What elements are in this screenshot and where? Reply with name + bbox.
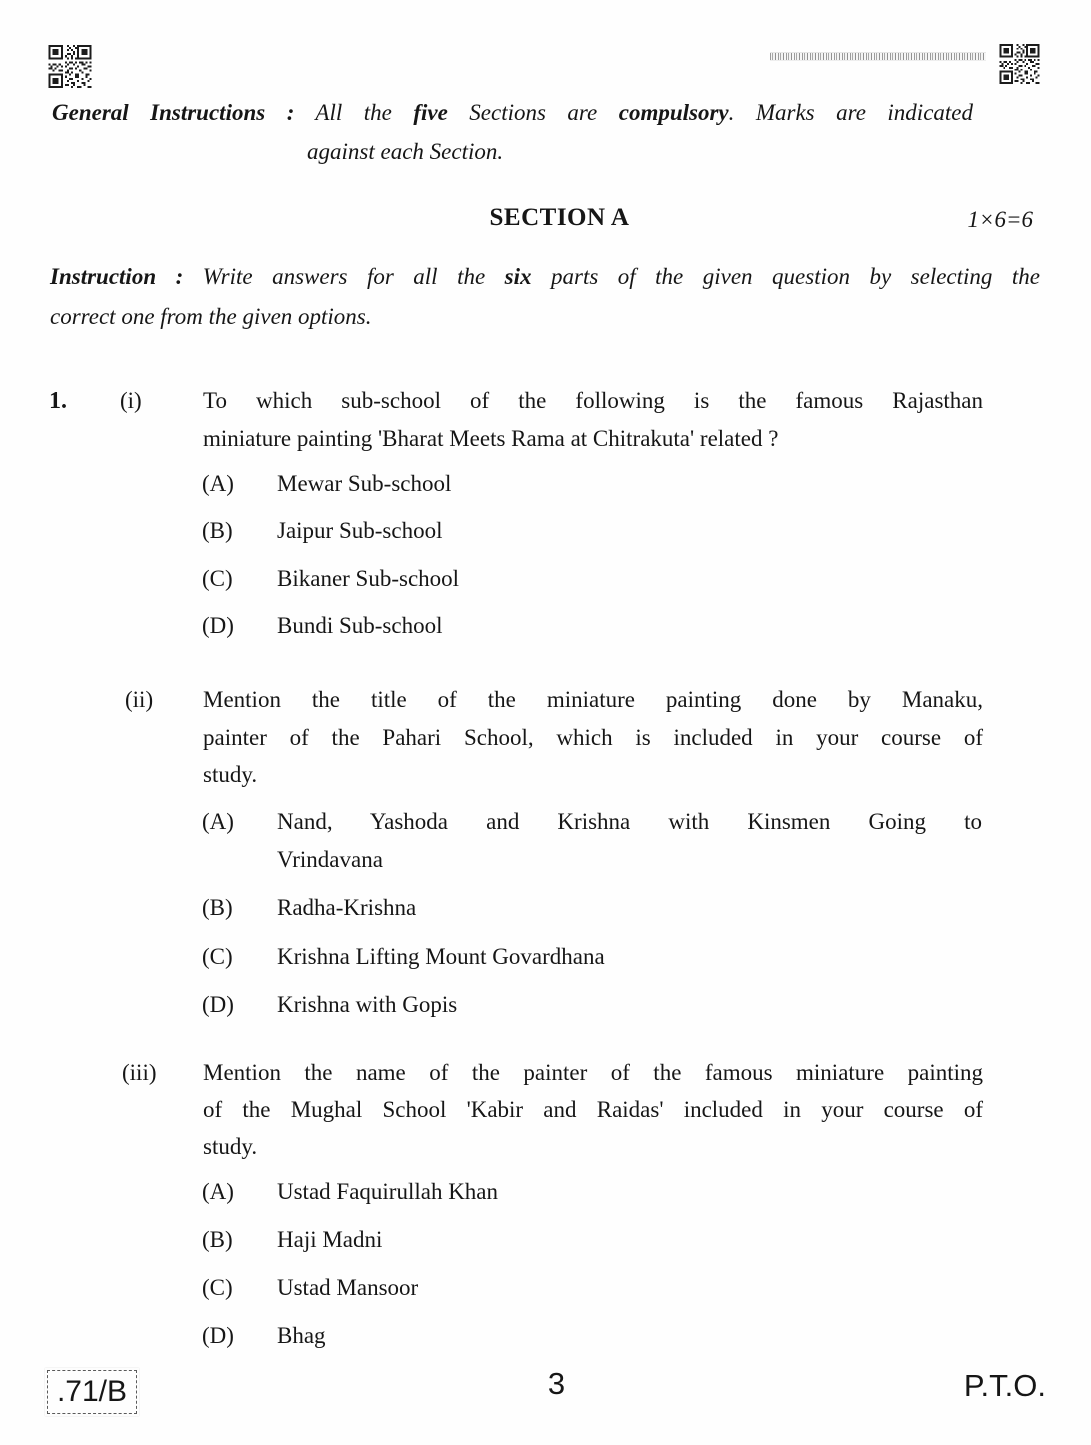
option-letter: (C): [202, 566, 233, 591]
option-text: Bikaner Sub-school: [277, 566, 460, 591]
general-instructions-bold1: five: [413, 100, 448, 125]
general-instructions-line2: against each Section.: [307, 139, 504, 164]
general-instructions-seg1: All the: [294, 100, 414, 125]
qr-code-icon-left: [48, 45, 92, 88]
option-text: Ustad Mansoor: [277, 1275, 419, 1300]
option-letter: (A): [202, 1179, 234, 1204]
option-letter: (C): [202, 1275, 233, 1300]
part-label-ii: (ii): [125, 687, 154, 712]
option-letter: (B): [202, 518, 233, 543]
option-letter: (D): [202, 992, 234, 1017]
pto-label: P.T.O.: [963, 1368, 1046, 1403]
part-label-i: (i): [120, 388, 142, 413]
option-text: Krishna with Gopis: [277, 992, 458, 1017]
question-line: of the Mughal School 'Kabir and Raidas' included in your course of: [203, 1097, 983, 1122]
question-number: 1.: [49, 388, 67, 414]
general-instructions-seg3: . Marks are indicated: [728, 100, 973, 125]
option-text: Krishna Lifting Mount Govardhana: [277, 944, 605, 969]
general-instructions-seg2: Sections are: [447, 100, 619, 125]
option-letter: (D): [202, 1323, 234, 1348]
part-label-iii: (iii): [122, 1060, 157, 1085]
option-letter: (A): [202, 471, 234, 496]
general-instructions-label: General Instructions :: [52, 100, 295, 125]
option-letter: (B): [202, 895, 233, 920]
option-letter: (A): [202, 809, 234, 834]
option-text: Ustad Faquirullah Khan: [277, 1179, 499, 1204]
option-letter: (C): [202, 944, 233, 969]
qr-code-icon-right: [997, 44, 1042, 84]
instruction-line2: correct one from the given options.: [50, 304, 372, 329]
question-line: study.: [203, 762, 258, 787]
option-text: Haji Madni: [277, 1227, 383, 1252]
instruction-seg2: parts of the given question by selecting the: [531, 264, 1040, 289]
general-instructions-line1: [52, 98, 973, 128]
option-letter: (D): [202, 613, 234, 638]
option-text: Bhag: [277, 1323, 326, 1348]
option-text: Radha-Krishna: [277, 895, 417, 920]
paper-code: .71/B: [56, 1375, 128, 1408]
option-text: Jaipur Sub-school: [277, 518, 443, 543]
option-text: Vrindavana: [277, 847, 383, 872]
option-letter: (B): [202, 1227, 233, 1252]
question-line: Mention the name of the painter of the famous miniature painting: [203, 1060, 983, 1085]
general-instructions-bold2: compulsory: [618, 100, 729, 125]
question-line: To which sub-school of the following is the famous Rajasthan: [203, 388, 983, 413]
question-line: Mention the title of the miniature painting done by Manaku,: [203, 687, 983, 712]
section-marks: 1×6=6: [967, 207, 1033, 232]
page-number: 3: [547, 1366, 566, 1401]
security-microtext-strip: [770, 52, 986, 61]
option-text: Mewar Sub-school: [277, 471, 452, 496]
instruction-line1: [50, 262, 1040, 292]
option-text: Bundi Sub-school: [277, 613, 443, 638]
instruction-label: Instruction :: [50, 264, 184, 289]
instruction-bold1: six: [504, 264, 532, 289]
question-line: painter of the Pahari School, which is included in your course of: [203, 725, 983, 750]
question-line: study.: [203, 1134, 258, 1159]
question-line: miniature painting 'Bharat Meets Rama at Chitrakuta' related ?: [203, 426, 779, 451]
option-text: Nand, Yashoda and Krishna with Kinsmen Going to: [277, 809, 982, 834]
instruction-seg1: Write answers for all the: [183, 264, 505, 289]
section-title: SECTION A: [489, 204, 630, 231]
